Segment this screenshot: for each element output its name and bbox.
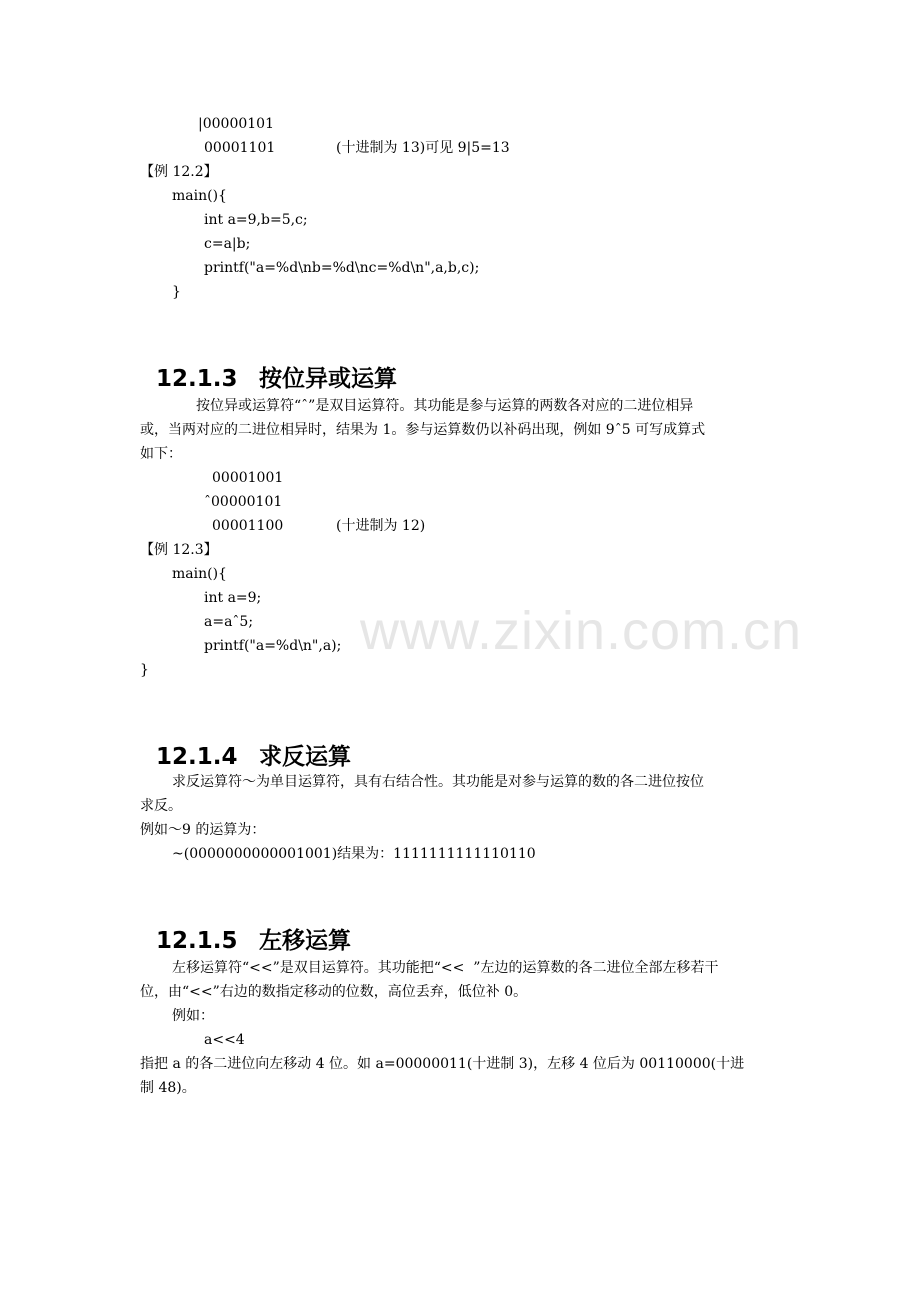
shl-explain-line-1: 指把 a 的各二进位向左移动 4 位。如 a=00000011(十进制 3)，左移 4 位后为 00110000(十进 — [140, 1056, 745, 1072]
heading-number: 12.1.4 — [156, 744, 238, 770]
shl-example-expr: a<<4 — [204, 1032, 245, 1048]
xor-para-line-3: 如下： — [140, 446, 182, 462]
not-para-line-1: 求反运算符～为单目运算符，具有右结合性。其功能是对参与运算的数的各二进位按位 — [172, 774, 704, 790]
ex3-close: } — [140, 662, 149, 678]
ex3-main: main(){ — [172, 566, 227, 582]
xor-para-line-1: 按位异或运算符“ˆ”是双目运算符。其功能是参与运算的两数各对应的二进位相异 — [196, 398, 694, 414]
heading-number: 12.1.3 — [156, 366, 238, 392]
ex2-assign: c=a|b; — [204, 236, 251, 252]
watermark: www.zixin.com.cn — [360, 601, 803, 661]
or-result: 00001101 — [204, 140, 276, 156]
xor-para-line-2: 或，当两对应的二进位相异时，结果为 1。参与运算数仍以补码出现，例如 9ˆ5 可写成算式 — [140, 422, 706, 438]
shl-example-label: 例如： — [172, 1008, 214, 1024]
heading-title: 左移运算 — [259, 928, 352, 954]
heading-number: 12.1.5 — [156, 928, 238, 954]
xor-operand-1: 00001001 — [212, 470, 284, 486]
xor-result: 00001100 — [212, 518, 284, 534]
xor-result-note: (十进制为 12) — [336, 518, 426, 534]
ex3-assign: a=aˆ5; — [204, 614, 254, 630]
shl-para-line-1: 左移运算符“<<”是双目运算符。其功能把“<< ”左边的运算数的各二进位全部左移若干 — [172, 960, 719, 976]
heading-title: 求反运算 — [259, 744, 352, 770]
xor-operand-2: ˆ00000101 — [204, 494, 283, 510]
ex2-main: main(){ — [172, 188, 227, 204]
not-para-line-2: 求反。 — [140, 798, 182, 814]
heading-12-1-3 — [140, 334, 398, 392]
example-12-3-title: 【例 12.3】 — [140, 542, 218, 558]
example-12-2-title: 【例 12.2】 — [140, 164, 218, 180]
ex3-printf: printf("a=%d\n",a); — [204, 638, 342, 654]
not-example-expr: ~(0000000000001001)结果为：1111111111110110 — [172, 846, 536, 862]
or-result-note: (十进制为 13)可见 9|5=13 — [336, 140, 510, 156]
not-example-intro: 例如～9 的运算为： — [140, 822, 266, 838]
ex2-decl: int a=9,b=5,c; — [204, 212, 308, 228]
heading-title: 按位异或运算 — [259, 366, 398, 392]
ex2-printf: printf("a=%d\nb=%d\nc=%d\n",a,b,c); — [204, 260, 480, 276]
shl-para-line-2: 位，由“<<”右边的数指定移动的位数，高位丢弃，低位补 0。 — [140, 984, 528, 1000]
or-operand: |00000101 — [198, 116, 274, 132]
heading-12-1-5 — [140, 896, 352, 954]
ex2-close: } — [172, 284, 181, 300]
ex3-decl: int a=9; — [204, 590, 262, 606]
shl-explain-line-2: 制 48)。 — [140, 1080, 196, 1096]
heading-12-1-4 — [140, 712, 352, 770]
